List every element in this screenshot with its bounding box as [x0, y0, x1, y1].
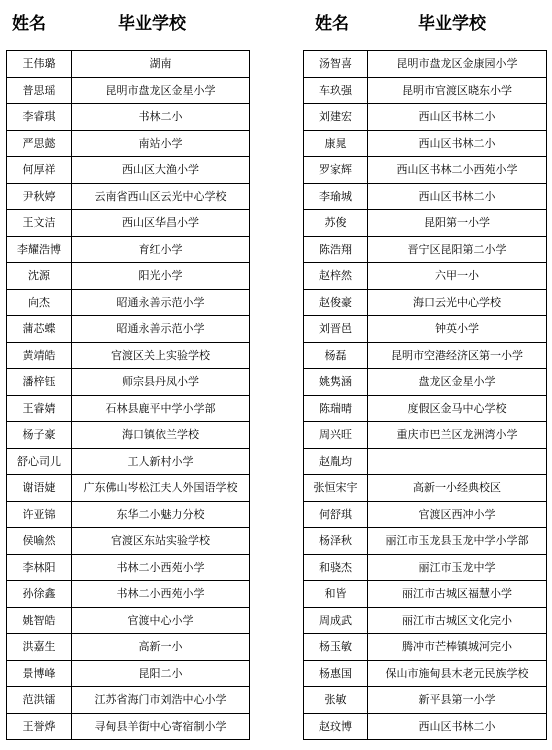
graduation-school: 寻甸县羊街中心寄宿制小学 [72, 713, 250, 740]
graduation-school: 官渡区关上实验学校 [72, 342, 250, 369]
student-name: 和皆 [304, 581, 368, 608]
student-name: 赵俊豪 [304, 289, 368, 316]
table-row [7, 448, 250, 475]
student-name: 许亚锦 [7, 501, 72, 528]
student-name: 侯喻然 [7, 528, 72, 555]
graduation-school [368, 448, 547, 475]
table-row [7, 210, 250, 237]
graduation-school: 保山市施甸县木老元民族学校 [368, 660, 547, 687]
student-name: 洪嘉生 [7, 634, 72, 661]
left-header [6, 0, 250, 50]
table-row [304, 687, 547, 714]
graduation-school: 西山区书林二小 [368, 130, 547, 157]
table-row [7, 183, 250, 210]
graduation-school: 高新一小 [72, 634, 250, 661]
table-row [7, 554, 250, 581]
student-name: 杨泽秋 [304, 528, 368, 555]
table-row [7, 157, 250, 184]
graduation-school: 钟英小学 [368, 316, 547, 343]
right-header [303, 0, 547, 50]
graduation-school: 西山区华昌小学 [72, 210, 250, 237]
graduation-school: 丽江市玉龙县玉龙中学小学部 [368, 528, 547, 555]
graduation-school: 海口镇依兰学校 [72, 422, 250, 449]
graduation-school: 丽江市古城区福慧小学 [368, 581, 547, 608]
student-name: 赵梓然 [304, 263, 368, 290]
graduation-school: 昆明市盘龙区金康园小学 [368, 51, 547, 78]
graduation-school: 昭通永善示范小学 [72, 289, 250, 316]
student-name: 尹秋婷 [7, 183, 72, 210]
graduation-school: 昆明市官渡区晓东小学 [368, 77, 547, 104]
table-row [7, 528, 250, 555]
student-name: 李林阳 [7, 554, 72, 581]
table-row [7, 51, 250, 78]
graduation-school: 江苏省海门市刘浩中心小学 [72, 687, 250, 714]
student-name: 杨玉敏 [304, 634, 368, 661]
graduation-school: 腾冲市芒棒镇城河完小 [368, 634, 547, 661]
right-header-school: 毕业学校 [418, 14, 486, 34]
graduation-school: 师宗县丹凤小学 [72, 369, 250, 396]
student-name: 普思瑶 [7, 77, 72, 104]
student-name: 范洪镭 [7, 687, 72, 714]
graduation-school: 广东佛山岑松江夫人外国语学校 [72, 475, 250, 502]
left-header-name: 姓名 [12, 14, 46, 34]
student-name: 李睿琪 [7, 104, 72, 131]
graduation-school: 西山区大渔小学 [72, 157, 250, 184]
graduation-school: 东华二小魅力分校 [72, 501, 250, 528]
student-name: 杨惠国 [304, 660, 368, 687]
graduation-school: 书林二小 [72, 104, 250, 131]
left-header-school: 毕业学校 [118, 14, 186, 34]
student-name: 陈浩翔 [304, 236, 368, 263]
graduation-school: 西山区书林二小西苑小学 [368, 157, 547, 184]
student-name: 李瑜城 [304, 183, 368, 210]
student-name: 王文洁 [7, 210, 72, 237]
graduation-school: 丽江市玉龙中学 [368, 554, 547, 581]
student-name: 刘晋邑 [304, 316, 368, 343]
graduation-school: 重庆市巴兰区龙洲湾小学 [368, 422, 547, 449]
graduation-school: 昆阳二小 [72, 660, 250, 687]
graduation-school: 工人新村小学 [72, 448, 250, 475]
left-table [6, 50, 250, 740]
table-row [7, 422, 250, 449]
table-row [7, 501, 250, 528]
graduation-school: 新平县第一小学 [368, 687, 547, 714]
table-row [7, 104, 250, 131]
table-row [304, 183, 547, 210]
student-name: 潘梓钰 [7, 369, 72, 396]
student-name: 康晁 [304, 130, 368, 157]
student-name: 和骁杰 [304, 554, 368, 581]
graduation-school: 六甲一小 [368, 263, 547, 290]
graduation-school: 湖南 [72, 51, 250, 78]
student-name: 陈瑞晴 [304, 395, 368, 422]
table-row [7, 713, 250, 740]
table-row [7, 607, 250, 634]
table-row [7, 316, 250, 343]
graduation-school: 西山区书林二小 [368, 183, 547, 210]
graduation-school: 昆明市空港经济区第一小学 [368, 342, 547, 369]
table-row [7, 581, 250, 608]
table-row [304, 422, 547, 449]
right-header-name: 姓名 [315, 14, 349, 34]
table-row [7, 77, 250, 104]
student-name: 张恒宋宇 [304, 475, 368, 502]
graduation-school: 书林二小西苑小学 [72, 554, 250, 581]
graduation-school: 昆明市盘龙区金星小学 [72, 77, 250, 104]
student-name: 向杰 [7, 289, 72, 316]
table-row [7, 395, 250, 422]
table-row [7, 369, 250, 396]
student-name: 罗家辉 [304, 157, 368, 184]
student-name: 苏俊 [304, 210, 368, 237]
table-row [304, 369, 547, 396]
graduation-school: 海口云光中心学校 [368, 289, 547, 316]
graduation-school: 书林二小西苑小学 [72, 581, 250, 608]
table-row [304, 157, 547, 184]
student-name: 何舒琪 [304, 501, 368, 528]
table-row [304, 77, 547, 104]
student-name: 何厚祥 [7, 157, 72, 184]
left-roster [6, 0, 250, 740]
table-row [304, 475, 547, 502]
table-row [304, 607, 547, 634]
student-name: 周成武 [304, 607, 368, 634]
table-row [7, 687, 250, 714]
table-row [304, 660, 547, 687]
table-row [304, 51, 547, 78]
graduation-school: 官渡区东站实验学校 [72, 528, 250, 555]
graduation-school: 官渡区西冲小学 [368, 501, 547, 528]
graduation-school: 度假区金马中心学校 [368, 395, 547, 422]
right-table [303, 50, 547, 740]
student-name: 李耀浩博 [7, 236, 72, 263]
student-name: 姚智皓 [7, 607, 72, 634]
table-row [304, 528, 547, 555]
student-name: 王睿婧 [7, 395, 72, 422]
table-row [7, 660, 250, 687]
student-name: 车玖强 [304, 77, 368, 104]
student-name: 赵胤均 [304, 448, 368, 475]
graduation-school: 丽江市古城区文化完小 [368, 607, 547, 634]
table-row [304, 342, 547, 369]
student-name: 王伟璐 [7, 51, 72, 78]
table-row [304, 104, 547, 131]
right-roster [303, 0, 547, 740]
table-row [304, 210, 547, 237]
table-row [7, 475, 250, 502]
graduation-school: 高新一小经典校区 [368, 475, 547, 502]
graduation-school: 云南省西山区云光中心学校 [72, 183, 250, 210]
student-name: 舒心司儿 [7, 448, 72, 475]
table-row [304, 263, 547, 290]
table-row [304, 634, 547, 661]
table-row [304, 289, 547, 316]
table-row [304, 554, 547, 581]
table-row [304, 713, 547, 740]
student-name: 蒲芯蝶 [7, 316, 72, 343]
student-name: 汤智喜 [304, 51, 368, 78]
graduation-school: 昭通永善示范小学 [72, 316, 250, 343]
table-row [7, 236, 250, 263]
table-row [304, 316, 547, 343]
student-name: 黄靖皓 [7, 342, 72, 369]
graduation-school: 昆阳第一小学 [368, 210, 547, 237]
student-name: 刘建宏 [304, 104, 368, 131]
graduation-school: 盘龙区金星小学 [368, 369, 547, 396]
student-name: 沈源 [7, 263, 72, 290]
graduation-school: 南站小学 [72, 130, 250, 157]
graduation-school: 西山区书林二小 [368, 713, 547, 740]
graduation-school: 育红小学 [72, 236, 250, 263]
table-row [304, 501, 547, 528]
student-name: 姚隽涵 [304, 369, 368, 396]
graduation-school: 西山区书林二小 [368, 104, 547, 131]
graduation-school: 官渡中心小学 [72, 607, 250, 634]
graduation-school: 石林县鹿平中学小学部 [72, 395, 250, 422]
table-row [7, 342, 250, 369]
student-name: 王誉烨 [7, 713, 72, 740]
table-row [304, 236, 547, 263]
table-row [7, 289, 250, 316]
graduation-school: 晋宁区昆阳第二小学 [368, 236, 547, 263]
student-name: 严思懿 [7, 130, 72, 157]
student-name: 孙徐鑫 [7, 581, 72, 608]
graduation-school: 阳光小学 [72, 263, 250, 290]
student-name: 张敏 [304, 687, 368, 714]
student-name: 赵玟博 [304, 713, 368, 740]
student-name: 谢语婕 [7, 475, 72, 502]
table-row [7, 130, 250, 157]
student-name: 杨子豪 [7, 422, 72, 449]
student-name: 景博峰 [7, 660, 72, 687]
table-row [304, 395, 547, 422]
student-name: 杨磊 [304, 342, 368, 369]
table-row [304, 448, 547, 475]
table-row [7, 263, 250, 290]
student-name: 周兴旺 [304, 422, 368, 449]
table-row [304, 130, 547, 157]
table-row [7, 634, 250, 661]
table-row [304, 581, 547, 608]
